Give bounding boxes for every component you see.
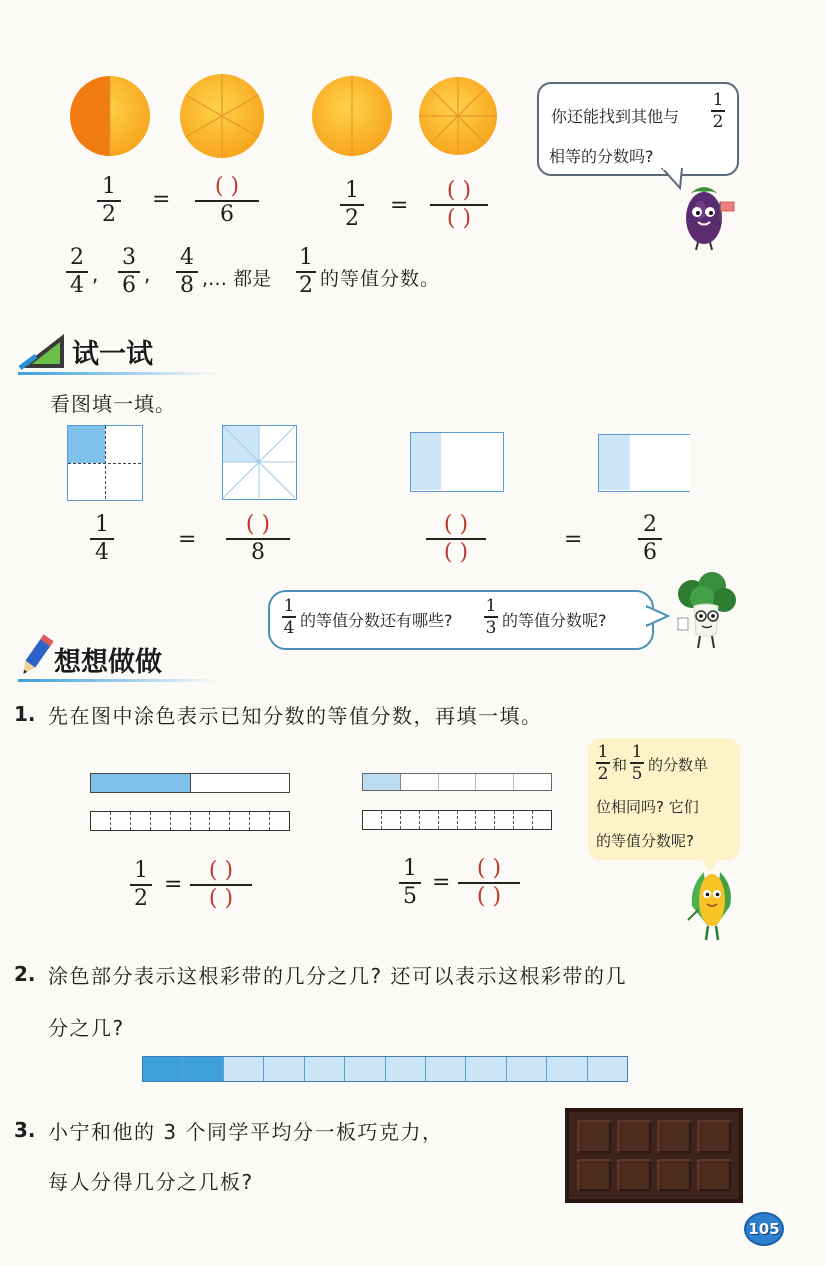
equals-sign: = xyxy=(564,527,583,552)
strip-cell[interactable] xyxy=(401,811,420,829)
question-text: 先在图中涂色表示已知分数的等值分数，再填一填。 xyxy=(48,704,543,728)
strip-cell[interactable] xyxy=(230,812,250,830)
strip-cell[interactable] xyxy=(458,811,477,829)
strip-cell[interactable] xyxy=(533,811,551,829)
ribbon-segment xyxy=(386,1057,426,1081)
strip-cell[interactable] xyxy=(111,812,131,830)
fraction-blank-over-blank[interactable]: ( ) ( ) xyxy=(190,858,252,912)
speech-bubble-eggplant: 你还能找到其他与 1 2 相等的分数吗? xyxy=(537,82,739,176)
fraction-one-half: 1 2 xyxy=(340,178,364,232)
strip-fifths xyxy=(362,773,552,791)
ribbon-segment xyxy=(507,1057,547,1081)
ribbon-segment xyxy=(224,1057,264,1081)
strip-halves xyxy=(90,773,290,793)
strip-cell[interactable] xyxy=(250,812,270,830)
circle-eighths xyxy=(419,77,497,155)
eggplant-mascot-icon xyxy=(672,180,742,252)
circle-halves-shaded xyxy=(70,76,150,156)
fraction-blank-over-six[interactable]: ( ) 6 xyxy=(195,174,259,228)
circle-sixths xyxy=(180,74,264,158)
question-number: 2. xyxy=(14,962,36,986)
speech-bubble-cabbage: 1 4 的等值分数还有哪些? 1 3 的等值分数呢? xyxy=(268,590,654,650)
strip-cell[interactable] xyxy=(439,811,458,829)
section-underline xyxy=(18,372,218,375)
strip-cell[interactable] xyxy=(495,811,514,829)
strip-cell[interactable] xyxy=(171,812,191,830)
ribbon-segment xyxy=(305,1057,345,1081)
strip-cell[interactable] xyxy=(91,812,111,830)
section-underline xyxy=(18,679,218,682)
question-text: 涂色部分表示这根彩带的几分之几? 还可以表示这根彩带的几 xyxy=(48,964,627,988)
equals-sign: = xyxy=(152,187,171,212)
cabbage-mascot-icon xyxy=(672,572,740,654)
ribbon-strip xyxy=(142,1056,628,1082)
pencil-icon xyxy=(16,632,56,680)
strip-cell[interactable] xyxy=(363,811,382,829)
bubble-tail-icon xyxy=(646,604,670,628)
question-text: 小宁和他的 3 个同学平均分一板巧克力， xyxy=(48,1120,444,1144)
question-text-continued: 分之几? xyxy=(48,1016,125,1040)
ribbon-segment xyxy=(426,1057,466,1081)
fraction-two-sixths: 2 6 xyxy=(638,512,662,566)
strip-cell[interactable] xyxy=(191,812,211,830)
fraction-one-half: 1 2 xyxy=(296,245,316,299)
instruction-text: 看图填一填。 xyxy=(50,392,176,416)
circle-halves xyxy=(312,76,392,156)
strip-tenths[interactable] xyxy=(90,811,290,831)
set-square-icon xyxy=(16,330,68,372)
fraction-blank-over-blank[interactable]: ( ) ( ) xyxy=(426,512,486,566)
ribbon-segment xyxy=(345,1057,385,1081)
equals-sign: = xyxy=(164,872,183,897)
fraction-blank-over-blank[interactable]: ( ) ( ) xyxy=(430,178,488,232)
orange-circles xyxy=(60,70,510,165)
fraction-one-fifth: 1 5 xyxy=(399,856,421,910)
page-number-badge: 105 xyxy=(744,1212,784,1246)
fraction-one-half: 1 2 xyxy=(712,90,724,132)
speech-bubble-corn: 1 2 和 1 5 的分数单 位相同吗? 它们 的等值分数呢? xyxy=(588,738,740,860)
fraction-blank-over-eight[interactable]: ( ) 8 xyxy=(226,512,290,566)
question-text-continued: 每人分得几分之几板? xyxy=(48,1170,254,1194)
fraction-blank-over-blank[interactable]: ( ) ( ) xyxy=(458,856,520,910)
square-eighths xyxy=(222,425,297,500)
ribbon-segment xyxy=(264,1057,304,1081)
fraction-two-fourths: 2 4 xyxy=(66,245,88,299)
strip-tenths[interactable] xyxy=(362,810,552,830)
fraction-one-fourth: 1 4 xyxy=(283,596,295,638)
fraction-one-half: 1 2 xyxy=(130,858,152,912)
question-number: 3. xyxy=(14,1118,36,1142)
strip-cell[interactable] xyxy=(131,812,151,830)
strip-cell[interactable] xyxy=(151,812,171,830)
rectangle-sixths xyxy=(598,434,690,492)
fraction-four-eighths: 4 8 xyxy=(176,245,198,299)
section-title-practice: 想想做做 xyxy=(54,647,162,678)
fraction-one-fifth: 1 5 xyxy=(631,742,643,784)
strip-cell[interactable] xyxy=(210,812,230,830)
equals-sign: = xyxy=(432,870,451,895)
strip-cell[interactable] xyxy=(514,811,533,829)
strip-cell[interactable] xyxy=(420,811,439,829)
rectangle-thirds xyxy=(410,432,504,492)
equals-sign: = xyxy=(178,527,197,552)
square-quarters xyxy=(67,425,143,501)
strip-cell[interactable] xyxy=(476,811,495,829)
ribbon-segment xyxy=(547,1057,587,1081)
fraction-one-third: 1 3 xyxy=(485,596,497,638)
equals-sign: = xyxy=(390,193,409,218)
chocolate-bar xyxy=(565,1108,743,1203)
strip-cell[interactable] xyxy=(382,811,401,829)
fraction-one-half: 1 2 xyxy=(597,742,609,784)
ribbon-segment xyxy=(143,1057,183,1081)
ribbon-segment xyxy=(588,1057,627,1081)
ribbon-segment xyxy=(183,1057,223,1081)
ribbon-segment xyxy=(466,1057,506,1081)
strip-cell[interactable] xyxy=(270,812,289,830)
corn-mascot-icon xyxy=(682,866,742,946)
section-title-try: 试一试 xyxy=(72,339,153,370)
fraction-three-sixths: 3 6 xyxy=(118,245,140,299)
fraction-one-half: 1 2 xyxy=(97,174,121,228)
question-number: 1. xyxy=(14,702,36,726)
fraction-one-fourth: 1 4 xyxy=(90,512,114,566)
